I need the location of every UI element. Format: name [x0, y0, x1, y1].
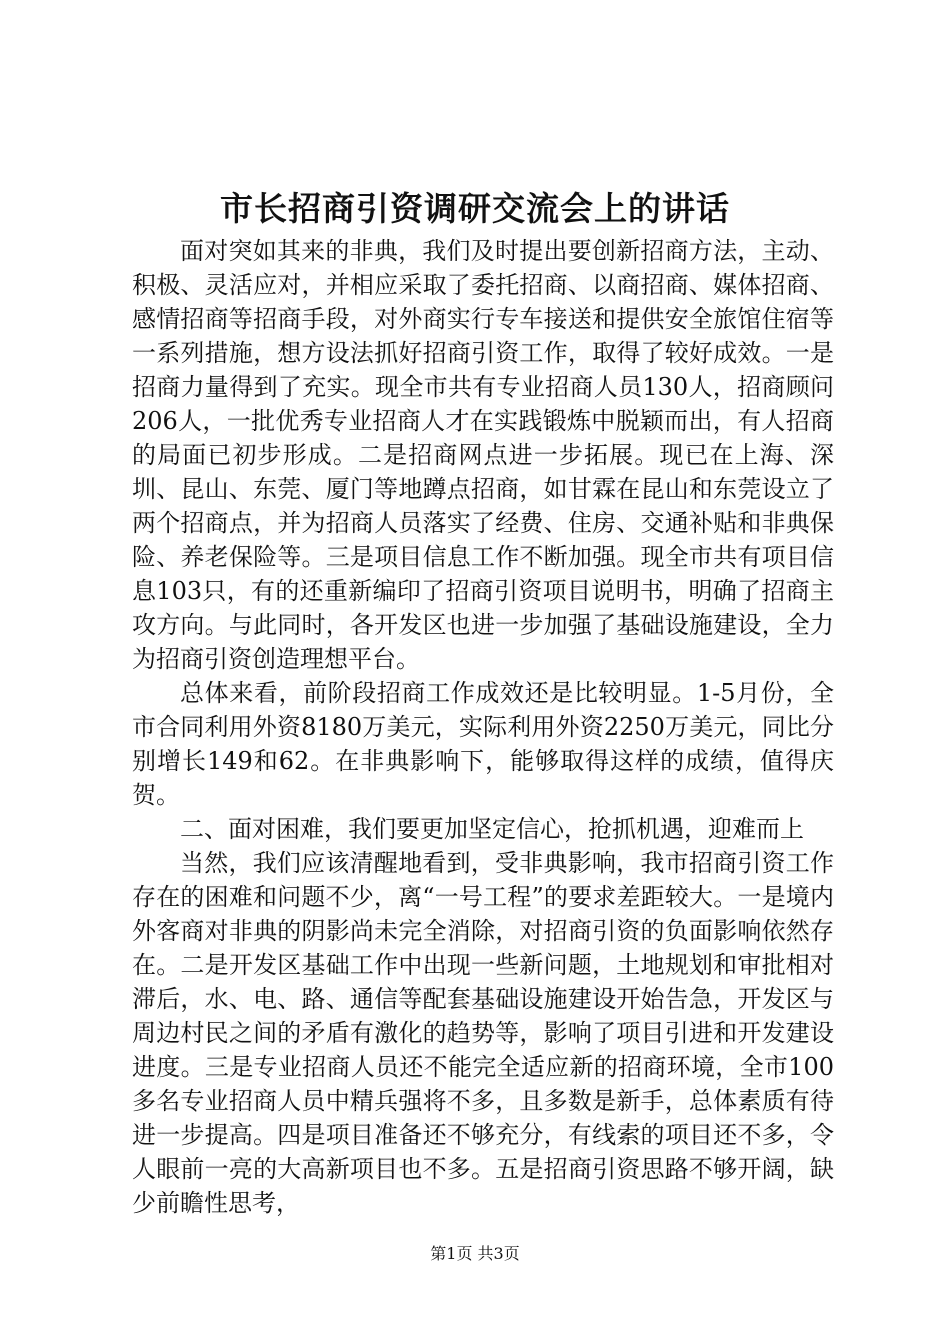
paragraph: 总体来看，前阶段招商工作成效还是比较明显。1-5月份，全市合同利用外资8180万美元，实际利用外资2250万美元，同比分别增长149和62。在非典影响下，能够取得这样的成绩，值得庆贺。 [132, 679, 834, 809]
section-heading: 二、面对困难，我们要更加坚定信心，抢抓机遇，迎难而上 [180, 815, 804, 843]
paragraph: 面对突如其来的非典，我们及时提出要创新招商方法，主动、积极、灵活应对，并相应采取了委托招商、以商招商、媒体招商、感情招商等招商手段，对外商实行专车接送和提供安全旅馆住宿等一系列措施，想方设法抓好招商引资工作，取得了较好成效。一是招商力量得到了充实。现全市共有专业招商人员130人，招商顾问206人，一批优秀专业招商人才在实践锻炼中脱颖而出，有人招商的局面已初步形成。二是招商网点进一步拓展。现已在上海、深圳、昆山、东莞、厦门等地蹲点招商，如甘霖在昆山和东莞设立了两个招商点，并为招商人员落实了经费、住房、交通补贴和非典保险、养老保险等。三是项目信息工作不断加强。现全市共有项目信息103只，有的还重新编印了招商引资项目说明书，明确了招商主攻方向。与此同时，各开发区也进一步加强了基础设施建设，全力为招商引资创造理想平台。 [132, 237, 834, 673]
paragraph: 当然，我们应该清醒地看到，受非典影响，我市招商引资工作存在的困难和问题不少，离“一号工程”的要求差距较大。一是境内外客商对非典的阴影尚未完全消除，对招商引资的负面影响依然存在。二是开发区基础工作中出现一些新问题，土地规划和审批相对滞后，水、电、路、通信等配套基础设施建设开始告急，开发区与周边村民之间的矛盾有激化的趋势等，影响了项目引进和开发建设进度。三是专业招商人员还不能完全适应新的招商环境，全市100多名专业招商人员中精兵强将不多，且多数是新手，总体素质有待进一步提高。四是项目准备还不够充分，有线索的项目还不多，令人眼前一亮的大高新项目也不多。五是招商引资思路不够开阔，缺少前瞻性思考， [132, 849, 834, 1217]
page-footer: 第1页 共3页 [430, 1244, 520, 1263]
document-title: 市长招商引资调研交流会上的讲话 [220, 189, 730, 228]
document-body [132, 234, 834, 1220]
